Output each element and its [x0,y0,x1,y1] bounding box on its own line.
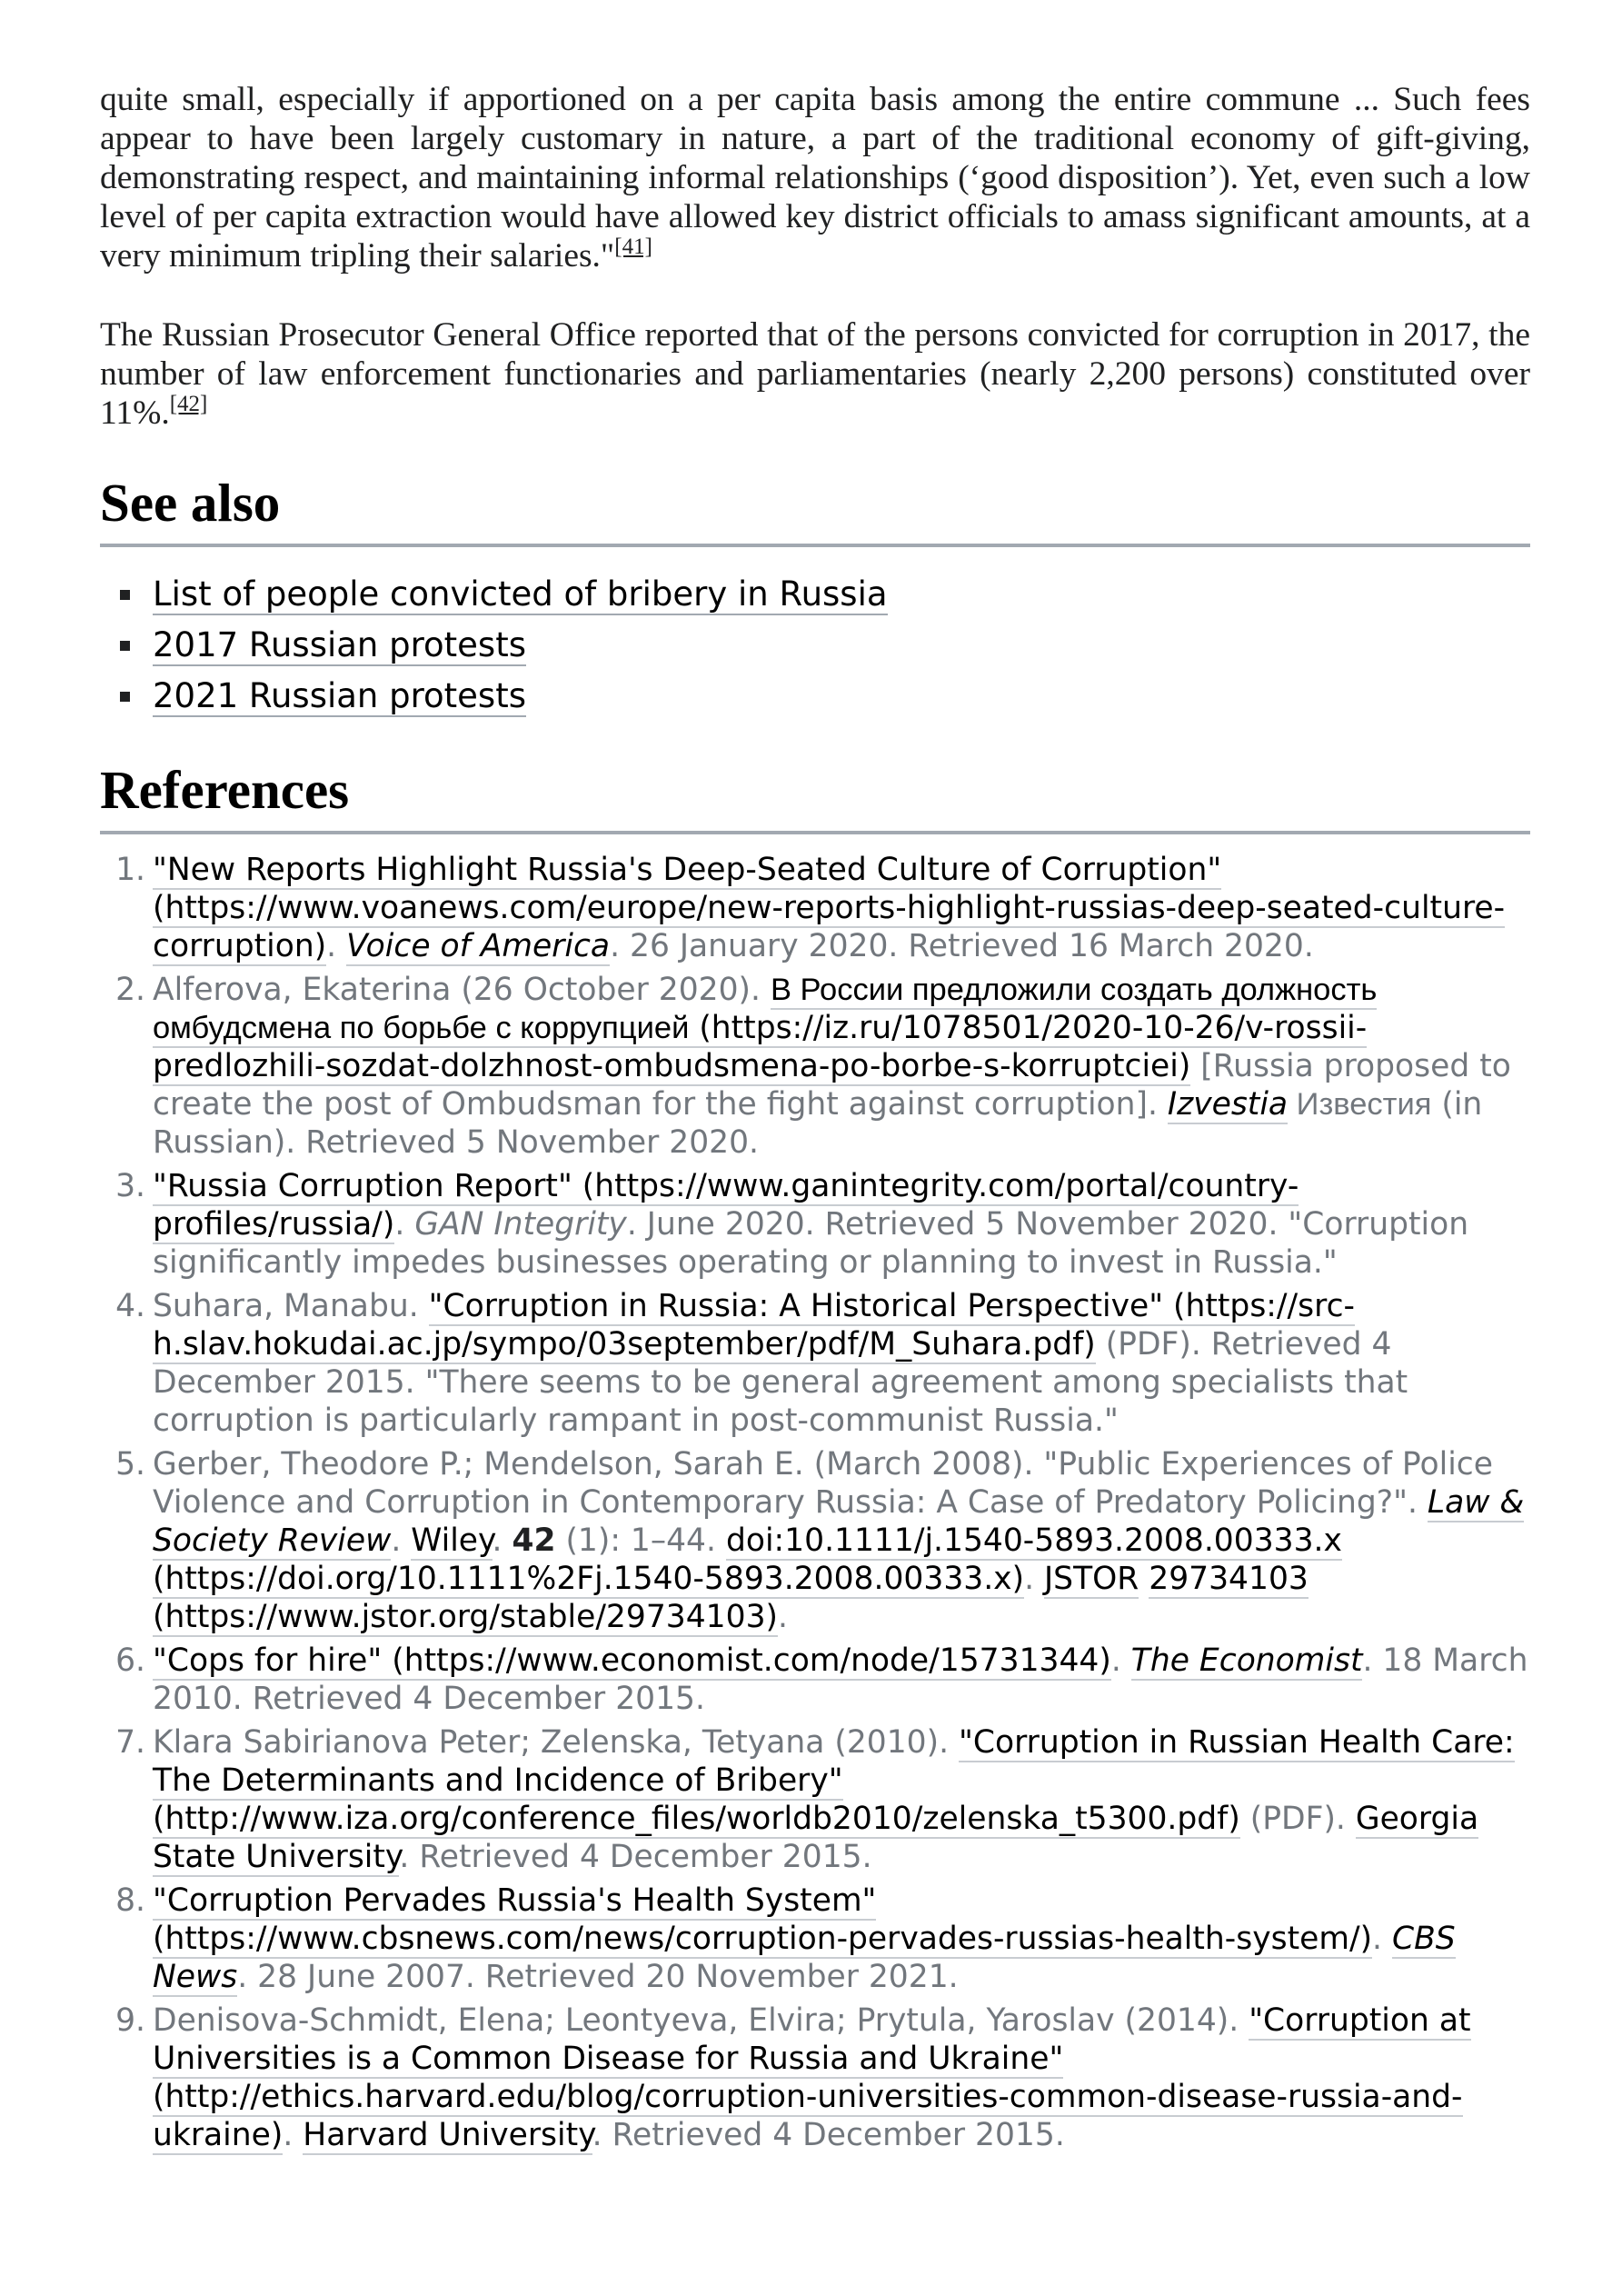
reference-number: 2. [115,972,145,1008]
reference-link[interactable]: "Corruption in Russia: A Historical Perspective" (https://src-h.slav.hokudai.ac.jp/sympo/03september/pdf/M_Suhara.pdf) [153,1288,1355,1363]
reference-text: (PDF). [1239,1801,1356,1837]
reference-publisher-link[interactable]: The Economist [1130,1642,1363,1679]
reference-pages: (1): 1–44. [555,1522,726,1559]
reference-number: 5. [115,1446,145,1482]
reference-text: (PDF). Retrieved 4 December 2015. "There seems to be general agreement among specialists that corruption is particularly rampant in post-communist Russia." [153,1326,1408,1439]
reference-author: Alferova, Ekaterina (26 October 2020). [153,972,771,1008]
citation-41[interactable] [614,235,652,259]
see-also-item [100,620,1530,671]
reference-text: . [1110,1642,1131,1679]
reference-link-url: (https://iz.ru/1078501/2020-10-26/v-rossii-predlozhili-sozdat-dolzhnost-ombudsmena-po-borbe-s-korruptciei) [153,1010,1368,1084]
doi-link[interactable]: :10.1111/j.1540-5893.2008.00333.x (https://doi.org/10.1111%2Fj.1540-5893.2008.00333.x) [153,1522,1342,1597]
reference-author: Klara Sabirianova Peter; Zelenska, Tetyana (2010). [153,1724,960,1761]
article-body [100,80,1530,2160]
see-also-link[interactable]: 2021 Russian protests [153,676,526,715]
reference-text: . Retrieved 4 December 2015. [399,1839,872,1875]
jstor-link[interactable]: 29734103 (https://www.jstor.org/stable/29734103) [153,1561,1309,1635]
reference-publisher-link[interactable]: Voice of America [346,928,611,964]
see-also-link[interactable]: List of people convicted of bribery in Russia [153,574,888,614]
bullet-icon [120,590,130,600]
reference-item [100,1882,1530,1996]
reference-number: 6. [115,1642,145,1679]
reference-link[interactable]: "Corruption Pervades Russia's Health System" (https://www.cbsnews.com/news/corruption-pervades-russias-health-system/) [153,1882,1373,1957]
reference-author: Gerber, Theodore P.; Mendelson, Sarah E. (March 2008). "Public Experiences of Police Violence and Corruption in Contemporary Russia: A Case of Predatory Policing?". [153,1446,1493,1521]
reference-number: 3. [115,1168,145,1204]
reference-publisher-russian: Известия [1288,1087,1432,1122]
reference-item [100,1287,1530,1440]
references-list [100,851,1530,2154]
reference-link-russian-title: В России предложили создать должность омбудсмена по борьбе с коррупцией [153,973,1378,1045]
reference-number: 8. [115,1882,145,1919]
reference-item [100,1167,1530,1282]
reference-item [100,1723,1530,1876]
doi-label-link[interactable]: doi [725,1522,774,1559]
reference-publisher-link[interactable]: CBS News [153,1921,1456,1995]
bullet-icon [120,692,130,702]
paragraph-prosecutor [100,315,1530,433]
reference-number: 1. [115,852,145,888]
reference-text: . [283,2117,304,2153]
see-also-item [100,671,1530,722]
reference-translation: [Russia proposed to create the post of Ombudsman for the fight against corruption]. [153,1048,1511,1123]
paragraph-text: The Russian Prosecutor General Office reported that of the persons convicted for corruption in 2017, the number of law enforcement functionaries and parliamentaries (nearly 2,200 persons) constituted over 11%. [100,316,1530,432]
see-also-list [100,569,1530,722]
see-also-heading: See also [100,473,1530,547]
reference-link[interactable]: "Corruption in Russian Health Care: The Determinants and Incidence of Bribery" (http://www.iza.org/conference_files/worldb2010/zelenska_t5300.pdf) [153,1724,1515,1837]
reference-journal-link[interactable]: Law & Society Review [153,1484,1525,1559]
reference-publisher-link[interactable]: Harvard University [303,2117,592,2153]
reference-author: Suhara, Manabu. [153,1288,429,1324]
reference-text: . [391,1522,412,1559]
reference-link[interactable]: "Russia Corruption Report" (https://www.ganintegrity.com/portal/country-profiles/russia/) [153,1168,1299,1243]
reference-link[interactable]: "New Reports Highlight Russia's Deep-Seated Culture of Corruption" (https://www.voanews.com/europe/new-reports-highlight-russias-deep-seated-culture-corruption) [153,852,1506,964]
reference-text: . [394,1206,415,1243]
reference-text: (in Russian). Retrieved 5 November 2020. [153,1086,1483,1161]
reference-link[interactable]: "Corruption at Universities is a Common Disease for Russia and Ukraine" (http://ethics.harvard.edu/blog/corruption-universities-common-disease-russia-and-ukraine) [153,2002,1471,2153]
citation-link[interactable]: [41] [614,235,652,259]
reference-volume: 42 [512,1522,556,1559]
reference-link[interactable]: "Cops for hire" (https://www.economist.com/node/15731344) [153,1642,1111,1679]
bullet-icon [120,641,130,651]
references-heading: References [100,760,1530,834]
reference-text: . [778,1599,788,1635]
reference-item [100,971,1530,1162]
reference-text: . [1372,1921,1392,1957]
reference-publisher-link[interactable]: Georgia State University [153,1801,1479,1875]
paragraph-text: quite small, especially if apportioned on a per capita basis among the entire commune ... Such fees appear to have been largely customary in nature, a part of the traditional economy of gift-giving, demonstrating respect, and maintaining informal relationships (‘good disposition’). Yet, even such a low level of per capita extraction would have allowed key district officials to amass significant amounts, at a very minimum tripling their salaries." [100,81,1530,275]
reference-item [100,2002,1530,2154]
reference-item [100,1445,1530,1636]
reference-text: . Retrieved 4 December 2015. [592,2117,1065,2153]
jstor-label-link[interactable]: JSTOR [1044,1561,1139,1597]
reference-text: . June 2020. Retrieved 5 November 2020. "Corruption significantly impedes businesses operating or planning to invest in Russia." [153,1206,1469,1281]
reference-publisher: GAN Integrity [414,1206,627,1243]
reference-number: 9. [115,2002,145,2039]
reference-number: 7. [115,1724,145,1761]
reference-item [100,1642,1530,1718]
reference-text: . [492,1522,512,1559]
reference-publisher-link[interactable]: Izvestia [1167,1086,1289,1123]
reference-text: . 26 January 2020. Retrieved 16 March 2020. [610,928,1314,964]
reference-text: . 18 March 2010. Retrieved 4 December 2015. [153,1642,1528,1717]
reference-text: . 28 June 2007. Retrieved 20 November 2021. [237,1959,959,1995]
see-also-item [100,569,1530,620]
citation-42[interactable] [170,392,208,416]
reference-text: . [326,928,347,964]
reference-text: . [1024,1561,1044,1597]
citation-link[interactable]: [42] [169,392,208,416]
reference-author: Denisova-Schmidt, Elena; Leontyeva, Elvira; Prytula, Yaroslav (2014). [153,2002,1249,2039]
reference-number: 4. [115,1288,145,1324]
see-also-link[interactable]: 2017 Russian protests [153,625,526,664]
reference-item [100,851,1530,965]
paragraph-quote [100,80,1530,275]
reference-publisher-link[interactable]: Wiley [411,1522,493,1559]
